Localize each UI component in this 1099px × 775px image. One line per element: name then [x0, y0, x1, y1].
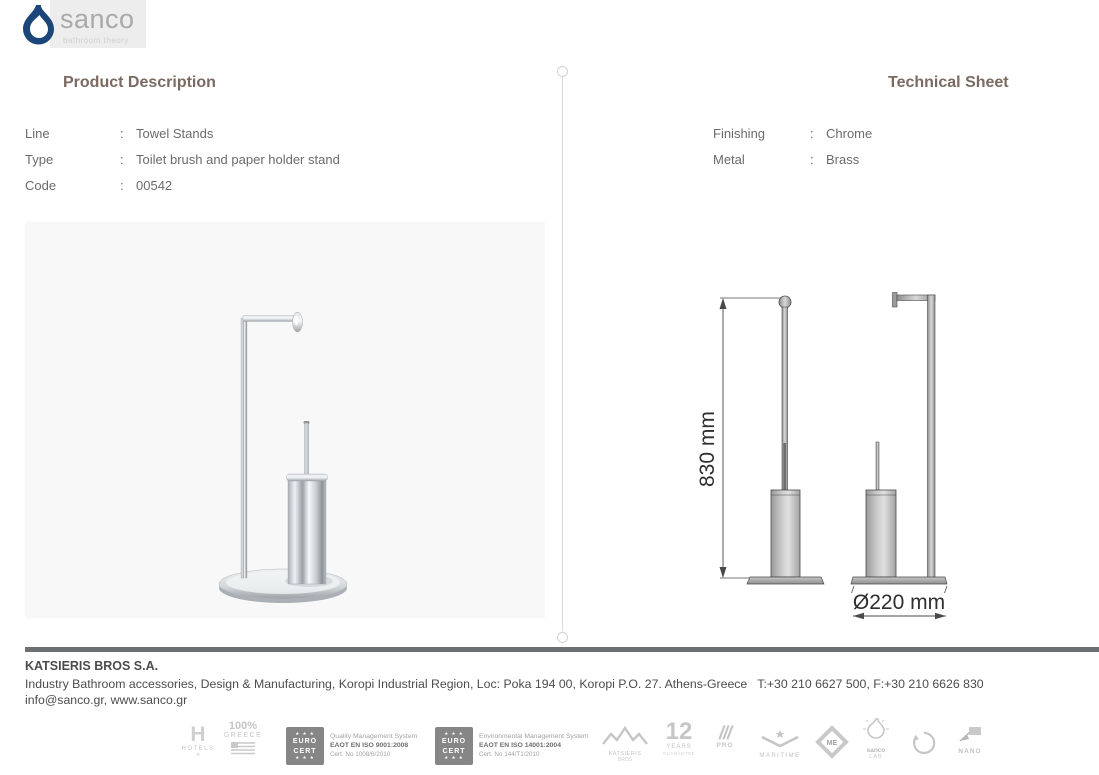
spec-label: Metal — [713, 152, 745, 167]
certification-seal-badge — [906, 730, 942, 761]
spec-label: Finishing — [713, 126, 766, 141]
product-image — [25, 222, 545, 618]
maritime-icon — [758, 730, 802, 747]
lab-bulb-icon — [861, 716, 891, 742]
eurocert-quality-icon: ★ ★ ★ EURO CERT ★ ★ ★ — [286, 727, 324, 765]
product-photo — [25, 222, 545, 618]
hotels-badge: H HOTELS ✳ — [176, 724, 220, 758]
katsieris-bros-badge: KATSIERIS BROS — [600, 726, 650, 763]
technical-drawing — [690, 285, 970, 620]
footer-divider — [25, 647, 1099, 652]
svg-text:ME: ME — [826, 740, 838, 747]
spec-row-line — [25, 121, 340, 147]
company-address: Industry Bathroom accessories, Design & Manufacturing, Koropi Industrial Region, Loc: Poka 194 00, Koropi P.O. 27. Athens-Greece T:+30 210 6627 500, F:+30 210 6626 830 — [25, 677, 984, 691]
brand-tagline: bathroom theory — [63, 36, 129, 45]
spec-value: 00542 — [136, 178, 173, 193]
nano-pointer-icon — [957, 726, 983, 742]
spec-row-code — [25, 173, 340, 199]
sanco-drop-icon — [20, 4, 56, 46]
vertical-divider — [562, 77, 563, 631]
diameter-dimension-label: Ø220 mm — [852, 591, 946, 614]
spec-value: Chrome — [826, 126, 873, 141]
spec-row-metal — [713, 147, 872, 173]
environment-cert-text: Environmental Management System EAOT EN ISO 14001:2004 Cert. No 144/T1/2010 — [479, 733, 589, 758]
product-description-title: Product Description — [63, 74, 216, 91]
maritime-badge: MARITIME — [753, 730, 807, 759]
spec-row-finishing — [713, 121, 872, 147]
spec-row-type — [25, 147, 340, 173]
diamond-icon — [815, 725, 849, 759]
technical-sheet-title: Technical Sheet — [888, 74, 1009, 91]
brand-name: sanco — [60, 4, 135, 34]
spec-label: Code — [25, 178, 57, 193]
spec-value: Towel Stands — [136, 126, 214, 141]
spec-separator: : — [120, 126, 124, 141]
nano-badge: NANO — [946, 726, 994, 755]
company-name: KATSIERIS BROS S.A. — [25, 659, 159, 673]
company-contact: info@sanco.gr, www.sanco.gr — [25, 693, 188, 707]
spec-separator: : — [120, 152, 124, 167]
circular-arrows-icon — [911, 730, 937, 756]
spec-separator: : — [810, 126, 814, 141]
spec-label: Line — [25, 126, 50, 141]
made-in-greece-badge: 100% GREECE — [220, 721, 266, 760]
hotels-icon: H — [190, 723, 206, 746]
slashes-icon: /// — [718, 723, 731, 743]
mountains-icon — [602, 726, 648, 746]
pro-badge: /// PRO — [706, 724, 744, 749]
product-description-specs — [25, 121, 340, 199]
greek-flag-icon — [231, 742, 255, 755]
divider-dot-top — [557, 66, 568, 77]
spec-separator: : — [810, 152, 814, 167]
eurocert-environment-icon: ★ ★ ★ EURO CERT ★ ★ ★ — [435, 727, 473, 765]
height-dimension-label: 830 mm — [696, 411, 719, 487]
me-badge — [812, 725, 852, 764]
spec-value: Toilet brush and paper holder stand — [136, 152, 340, 167]
quality-cert-text: Quality Management System EAOT EN ISO 9001:2008 Cert. No 1008/6/2010 — [330, 733, 418, 758]
spec-value: Brass — [826, 152, 860, 167]
spec-label: Type — [25, 152, 54, 167]
sanco-lab-badge: sanco LAB — [854, 716, 898, 760]
divider-dot-bottom — [557, 632, 568, 643]
spec-separator: : — [120, 178, 124, 193]
guarantee-badge: 12 YEARS GUARANTEE — [662, 718, 696, 756]
technical-sheet-specs — [713, 121, 872, 173]
